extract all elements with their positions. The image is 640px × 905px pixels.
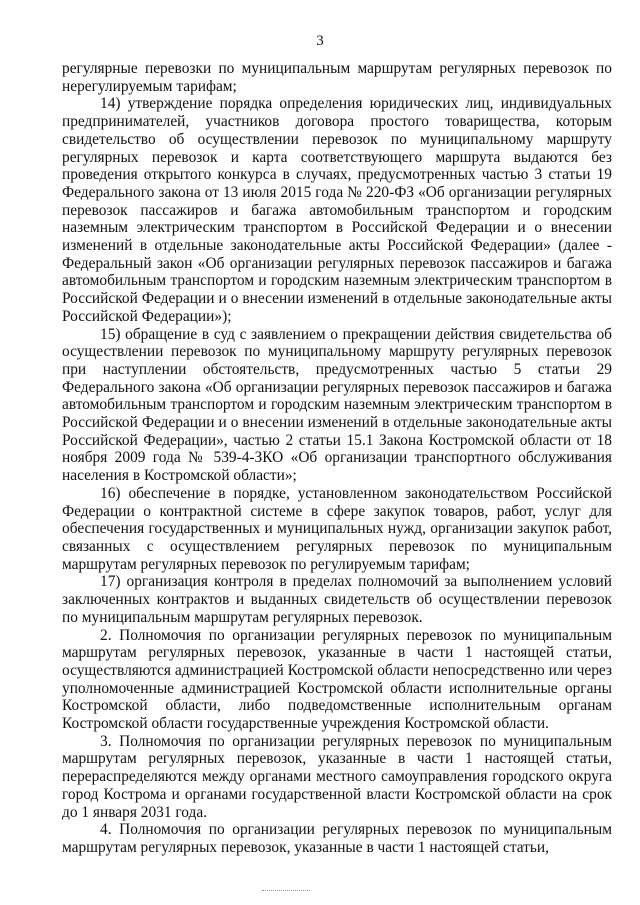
- paragraph-item-17: 17) организация контроля в пределах полномочий за выполнением условий заключенных контрактов и выданных свидетельств об осуществлении перевозок по муниципальным маршрутам регулярных перевозок.: [62, 573, 612, 626]
- document-body: [62, 60, 612, 857]
- paragraph-item-14: 14) утверждение порядка определения юридических лиц, индивидуальных предпринимателей, участников договора простого товарищества, которым свидетельство об осуществлении перевозок по муниципальному маршруту регулярных перевозок и карта соответствующего маршрута выдаются без проведения открытого конкурса в случаях, предусмотренных частью 3 статьи 19 Федерального закона от 13 июля 2015 года № 220-ФЗ «Об организации регулярных перевозок пассажиров и багажа автомобильным транспортом и городским наземным электрическим транспортом в Российской Федерации и о внесении изменений в отдельные законодательные акты Российской Федерации» (далее - Федеральный закон «Об организации регулярных перевозок пассажиров и багажа автомобильным транспортом и городским наземным электрическим транспортом в Российской Федерации и о внесении изменений в отдельные законодательные акты Российской Федерации»);: [62, 95, 612, 325]
- paragraph-part-4: 4. Полномочия по организации регулярных перевозок по муниципальным маршрутам регулярных перевозок, указанные в части 1 настоящей статьи,: [62, 821, 612, 856]
- footer-scan-mark: [262, 890, 310, 891]
- paragraph-part-3: 3. Полномочия по организации регулярных перевозок по муниципальным маршрутам регулярных перевозок, указанные в части 1 настоящей статьи, перераспределяются между органами местного самоуправления городского округа город Кострома и органами государственной власти Костромской области на срок до 1 января 2031 года.: [62, 732, 612, 821]
- paragraph-item-15: 15) обращение в суд с заявлением о прекращении действия свидетельства об осуществлении перевозок по муниципальному маршруту регулярных перевозок при наступлении обстоятельств, предусмотренных частью 5 статьи 29 Федерального закона «Об организации регулярных перевозок пассажиров и багажа автомобильным транспортом и городским наземным электрическим транспортом в Российской Федерации и о внесении изменений в отдельные законодательные акты Российской Федерации», частью 2 статьи 15.1 Закона Костромской области от 18 ноября 2009 года № 539-4-ЗКО «Об организации транспортного обслуживания населения в Костромской области»;: [62, 325, 612, 485]
- paragraph-part-2: 2. Полномочия по организации регулярных перевозок по муниципальным маршрутам регулярных перевозок, указанные в части 1 настоящей статьи, осуществляются администрацией Костромской области непосредственно или через уполномоченные администрацией Костромской области исполнительные органы Костромской области, либо подведомственные исполнительным органам Костромской области государственные учреждения Костромской области.: [62, 626, 612, 733]
- page-number: 3: [316, 33, 324, 49]
- paragraph-item-16: 16) обеспечение в порядке, установленном законодательством Российской Федерации о контрактной системе в сфере закупок товаров, работ, услуг для обеспечения государственных и муниципальных нужд, организации закупок работ, связанных с осуществлением регулярных перевозок по муниципальным маршрутам регулярных перевозок по регулируемым тарифам;: [62, 484, 612, 573]
- paragraph-continuation: регулярные перевозки по муниципальным маршрутам регулярных перевозок по нерегулируемым тарифам;: [62, 60, 612, 95]
